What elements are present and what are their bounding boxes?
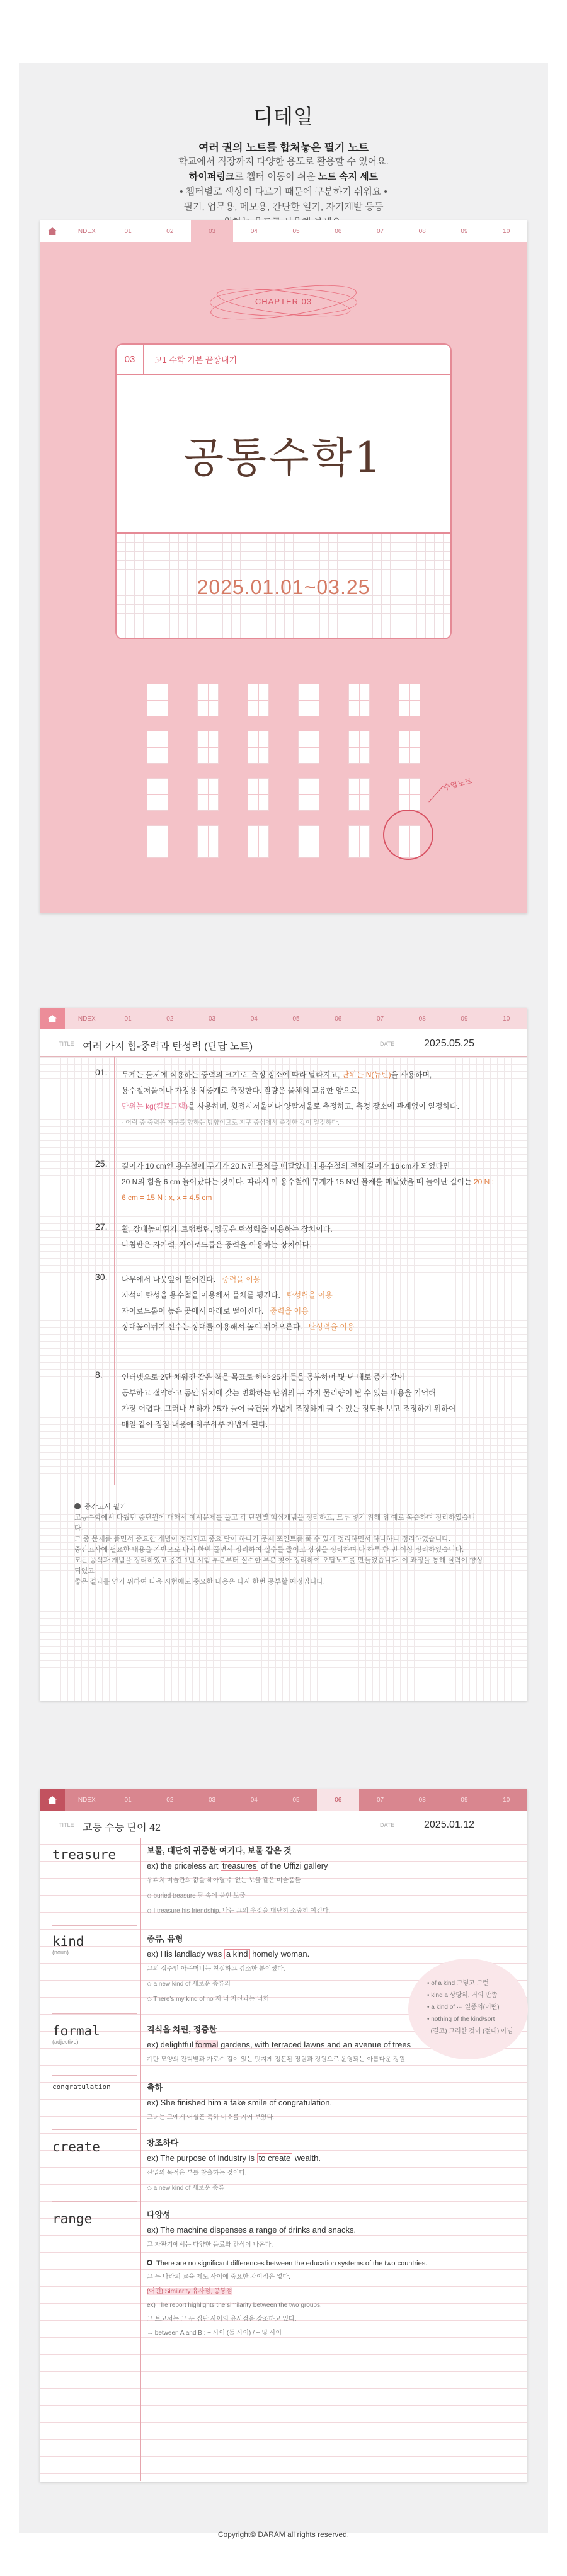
page-title: 디테일 (253, 105, 314, 128)
entry-kind: 종류, 유형 ex) His landlady was a kind homely woman. 그의 집주인 아주머니는 친절하고 검소한 분이셨다. ◇ a new kind of 새로운 종류의 ◇ There's my kind of no 저 너 자신과는 너희 (147, 1934, 310, 2003)
page-subtitle: 여러 권의 노트를 합쳐놓은 필기 노트 (198, 142, 369, 154)
tab-06[interactable]: 06 (317, 1789, 359, 1811)
tab-01[interactable]: 01 (124, 227, 132, 235)
tab-07[interactable]: 07 (376, 1796, 384, 1804)
chapter-label: CHAPTER 03 (255, 297, 312, 306)
idiom-bubble: • of a kind 그렇고 그런 • kind a 상당히, 거의 반쯤 • a kind of ··· 일종의(어떤) • nothing of the kind/sort (결코) 그러한 것이 (절대) 아님 (408, 1959, 528, 2059)
vocab-date: 2025.01.12 (424, 1819, 475, 1830)
note-paper: TITLE 여러 가지 힘-중력과 탄성력 (단답 노트) DATE 2025.05.25 01. 무게는 물체에 작용하는 중력의 크기로, 측정 장소에 따라 달라지고, 단위는 N(뉴턴)을 사용하며, 용수철저울이나 가정용 체중계로 측정한다. 질량은 물체의 고유한 양으로, 단위는 kg(킬로그램)을 사용하며, 윗접시저울이나 양팔저울로 측정하고, 측정 장소에 관계없이 일정하다. - 어림 중 중력은 지구를 향하는 방향이므로 지구 중심에서 측정한 값이 일정하다. 25. 길이가 10 cm인 용수철에 무게가 20 N인 물체를 매달았더니 용수철의 전체 길이가 16 cm가 되었다면 20 N의 힘을 6 cm 늘어났다는 것이다. 따라서 이 용수철에 무게가 15 N인 물체를 매달았을 때 늘어난 길이는 20 N : 6 cm = 15 N : x, x = 4.5 cm 27. 활, 장대높이뛰기, 트램펄린, 양궁은 탄성력을 이용하는 장치이다. 나침반은 자기력, 자이로드롭은 중력을 이용하는 장치이다. 30. 나무에서 나뭇잎이 떨어진다. 중력을 이용 자석이 탄성을 용수철을 이용해서 물체를 튕긴다. 탄성력을 이용 자이로드롭이 높은 곳에서 아래로 떨어진다. 중력을 이용 장대높이뛰기 선수는 장대를 이용해서 높이 뛰어오른다. 탄성력을 이용 8. 인터넷으로 2단 채워진 같은 책을 목표로 해야 25가 들을 공부하며 몇 년 내로 증가 같이 공부하고 절약하고 동안 위치에 갖는 변화하는 단위의 두 가지 물리량이 될 수 있는 내용을 기억해 가장 어렵다. 그러나 부하가 25가 들어 물건을 가볍게 조정하게 될 수 있는 정도를 보고 조정하기 위하여 매일 같이 점점 내용에 하루하루 가볍게 된다. 중간고사 필기 고등수학에서 다뤘던 중단원에 대해서 예시문제를 풀고 각 단원별 핵심개념을 정리하고, 모두 넣기 위해 위 예로 복습하며 정리하였습니다. 그 중 문제를 풀면서 중요한 개념이 정리되고 중요 단어 하나가 문제 포인트를 풀 수 있게 정리하면서 하나하나 정리하였습니다. 중간고사에 필요한 내용을 기반으로 다시 한번 풀면서 정리하여 실수를 줄이고 장점을 정리하며 다 하루 한 번 이상 정리하였습니다. 모든 공식과 개념을 정리하였고 중간 1번 시험 부분부터 실수한 부분 찾아 정리하여 오답노트를 만들었습니다. 이 과정을 통해 실력이 향상되었고 좋은 결과를 얻기 위하여 다음 시험에도 중요한 내용은 다시 한번 공부할 예정입니다. (40, 1029, 527, 1701)
tab-03[interactable]: 03 (191, 220, 233, 242)
tab-06[interactable]: 06 (335, 227, 342, 235)
tab-09[interactable]: 09 (461, 227, 468, 235)
entry-treasure: 보물, 대단히 귀중한 여기다, 보물 같은 것 ex) the priceless art treasures of the Uffizi gallery 우피치 미술관의 값을 헤아릴 수 없는 보물 같은 미술품들 ◇ buried treasure 땅 속에 묻힌 보물 ◇ I treasure his friendship. 나는 그의 우정을 대단히 소중히 여긴다. (147, 1846, 331, 1915)
word-formal: formal (adjective) (52, 2024, 100, 2045)
entry-range: 다양성 ex) The machine dispenses a range of drinks and snacks. 그 자판기에서는 다양한 음료와 간식이 나온다. (147, 2210, 357, 2248)
desc-line-2: 하이퍼링크로 챕터 이동이 쉬운 노트 속지 세트 (188, 171, 379, 182)
tab-05[interactable]: 05 (292, 227, 300, 235)
word-kind: kind (noun) (52, 1934, 84, 1955)
title-label: TITLE (59, 1822, 74, 1828)
date-label: DATE (380, 1822, 395, 1828)
date-label: DATE (380, 1041, 395, 1047)
desc-line-3: • 챕터별로 색상이 다르기 때문에 구분하기 쉬워요 • (180, 186, 387, 197)
entry-formal: 격식을 차린, 정중한 ex) delightful formal gardens, with terraced lawns and an avenue of trees 계단 모양의 잔디밭과 가로수 길이 있는 멋지게 정돈된 정원과 정원으로 운영되는 아름다운 정원 (147, 2025, 411, 2063)
tip-box: 중간고사 필기 고등수학에서 다뤘던 중단원에 대해서 예시문제를 풀고 각 단원별 핵심개념을 정리하고, 모두 넣기 위해 위 예로 복습하며 정리하였습니다. 그 중 문제를 풀면서 중요한 개념이 정리되고 중요 단어 하나가 문제 포인트를 풀 수 있게 정리하면서 하나하나 정리하였습니다. 중간고사에 필요한 내용을 기반으로 다시 한번 풀면서 정리하여 실수를 줄이고 장점을 정리하며 다 하루 한 번 이상 정리하였습니다. 모든 공식과 개념을 정리하였고 중간 1번 시험 부분부터 실수한 부분 찾아 정리하여 오답노트를 만들었습니다. 이 과정을 통해 실력이 향상되었고 좋은 결과를 얻기 위하여 다음 시험에도 중요한 내용은 다시 한번 공부할 예정입니다. (74, 1503, 483, 1586)
title-label: TITLE (59, 1041, 74, 1047)
vocab-title: 고등 수능 단어 42 (83, 1823, 161, 1833)
desc-line-1: 학교에서 직장까지 다양한 용도로 활용할 수 있어요. (178, 156, 389, 167)
highlight-circle (383, 810, 433, 860)
desc-line-4: 필기, 업무용, 메모용, 간단한 일기, 자기계발 등등 (183, 202, 384, 212)
chapter-badge (210, 283, 357, 321)
home-icon (48, 1796, 57, 1804)
word-range: range (52, 2211, 93, 2226)
tab-04[interactable]: 04 (250, 1796, 258, 1804)
tab-02[interactable]: 02 (166, 1796, 174, 1804)
tab-10[interactable]: 10 (503, 1015, 510, 1022)
note-header (40, 1029, 527, 1057)
card-label: 고1 수학 기본 끝장내기 (154, 355, 238, 365)
tab-index[interactable]: INDEX (76, 1015, 96, 1022)
note-date: 2025.05.25 (424, 1038, 475, 1049)
callout-label: 수업노트 (442, 776, 473, 793)
tab-index[interactable]: INDEX (76, 227, 96, 235)
tab-08[interactable]: 08 (418, 227, 426, 235)
entry-congratulation: 축하 ex) She finished him a fake smile of congratulation. 그녀는 그에게 어설픈 축하 미소를 지어 보였다. (147, 2083, 333, 2121)
vocab-paper (40, 1811, 527, 2482)
tab-06[interactable]: 06 (335, 1015, 342, 1022)
tab-07[interactable]: 07 (376, 227, 384, 235)
tab-02[interactable]: 02 (166, 1015, 174, 1022)
cover-card (115, 343, 452, 639)
tab-bar-2 (40, 1008, 527, 1029)
bottom-note: There are no significant differences between the education systems of the two countries. 그 두 나라의 교육 제도 사이에 중요한 차이점은 없다. (어떤) Similarity 유사점, 공통점 ex) The report highlights the similarity between the two groups. 그 보고서는 그 두 집단 사이의 유사점을 강조하고 있다. → between A and B : ~ 사이 (둘 사이) / ~ 및 사이 (147, 2260, 428, 2337)
note-page-mock (40, 1008, 527, 1701)
margin-line (114, 1057, 115, 1485)
word-congratulation: congratulation (52, 2083, 111, 2091)
tab-09[interactable]: 09 (461, 1015, 468, 1022)
callout-line (428, 786, 443, 803)
note-title: 여러 가지 힘-중력과 탄성력 (단답 노트) (83, 1041, 253, 1052)
tab-02[interactable]: 02 (166, 227, 174, 235)
tab-10[interactable]: 10 (503, 1796, 510, 1804)
tab-03[interactable]: 03 (209, 1015, 216, 1022)
tab-10[interactable]: 10 (503, 227, 510, 235)
tab-01[interactable]: 01 (124, 1796, 132, 1804)
word-treasure: treasure (52, 1847, 117, 1862)
tab-07[interactable]: 07 (376, 1015, 384, 1022)
tab-03[interactable]: 03 (209, 1796, 216, 1804)
vocab-header (40, 1811, 527, 1838)
tab-bar (40, 220, 527, 242)
bullet-icon (147, 2260, 152, 2265)
tab-08[interactable]: 08 (418, 1796, 426, 1804)
tab-05[interactable]: 05 (292, 1796, 300, 1804)
chapter-cover-mock (40, 220, 527, 913)
tab-08[interactable]: 08 (418, 1015, 426, 1022)
tab-home[interactable] (40, 220, 65, 242)
lesson-note-window[interactable] (399, 778, 420, 811)
entry-create: 창조하다 ex) The purpose of industry is to create wealth. 산업의 목적은 부를 창출하는 것이다. ◇ a new kind of 새로운 종류 (147, 2138, 321, 2192)
bullet-icon (74, 1503, 81, 1509)
tab-05[interactable]: 05 (292, 1015, 300, 1022)
tab-bar-3 (40, 1789, 527, 1811)
copyright: Copyright© DARAM all rights reserved. (217, 2530, 350, 2539)
tab-04[interactable]: 04 (250, 227, 258, 235)
vocab-page-mock (40, 1789, 527, 2482)
word-create: create (52, 2139, 100, 2155)
margin-line (140, 1838, 141, 2481)
tab-home-3[interactable] (40, 1789, 65, 1811)
tab-01[interactable]: 01 (124, 1015, 132, 1022)
tab-09[interactable]: 09 (461, 1796, 468, 1804)
card-title: 공통수학1 (117, 375, 450, 534)
card-number: 03 (117, 345, 144, 374)
tab-index[interactable]: INDEX (76, 1796, 96, 1804)
home-icon (48, 1015, 57, 1022)
card-date: 2025.01.01~03.25 (117, 534, 450, 639)
tab-home-2[interactable] (40, 1008, 65, 1029)
tab-04[interactable]: 04 (250, 1015, 258, 1022)
home-icon (48, 227, 57, 235)
header (19, 101, 548, 230)
